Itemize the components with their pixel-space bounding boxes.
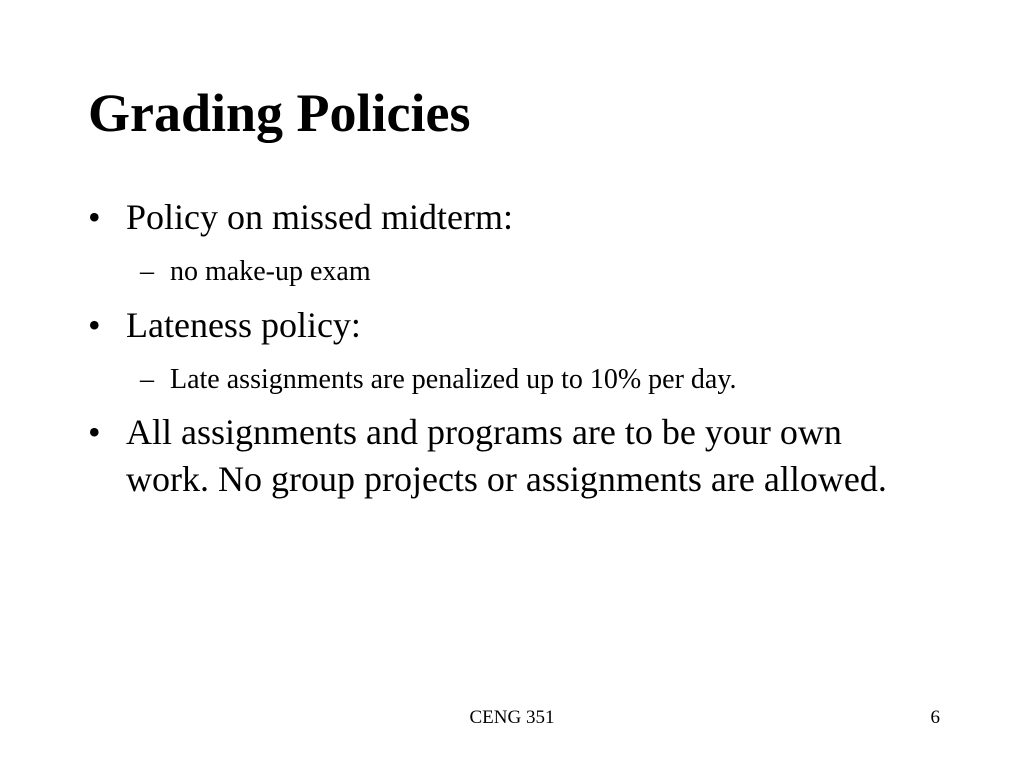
- bullet-item-missed-midterm: [88, 194, 928, 241]
- slide-title: Grading Policies: [88, 83, 471, 143]
- sub-bullet-text: no make-up exam: [170, 256, 371, 287]
- bullet-text: Policy on missed midterm:: [126, 197, 513, 237]
- sub-bullet-item-late-penalty: [140, 362, 920, 398]
- sub-bullet-item-no-makeup: [140, 254, 920, 290]
- bullet-item-lateness: [88, 302, 928, 349]
- sub-bullet-marker: –: [140, 256, 154, 287]
- bullet-marker: •: [88, 197, 101, 237]
- bullet-text: All assignments and programs are to be your own work. No group projects or assignments are allowed.: [126, 412, 887, 499]
- bullet-item-own-work: [88, 409, 928, 503]
- footer-page-number: 6: [930, 707, 940, 728]
- sub-bullet-marker: –: [140, 364, 154, 395]
- sub-bullet-text: Late assignments are penalized up to 10% per day.: [170, 364, 737, 395]
- bullet-text: Lateness policy:: [126, 305, 361, 345]
- bullet-marker: •: [88, 305, 101, 345]
- footer-course-label: CENG 351: [469, 707, 555, 728]
- bullet-marker: •: [88, 412, 101, 452]
